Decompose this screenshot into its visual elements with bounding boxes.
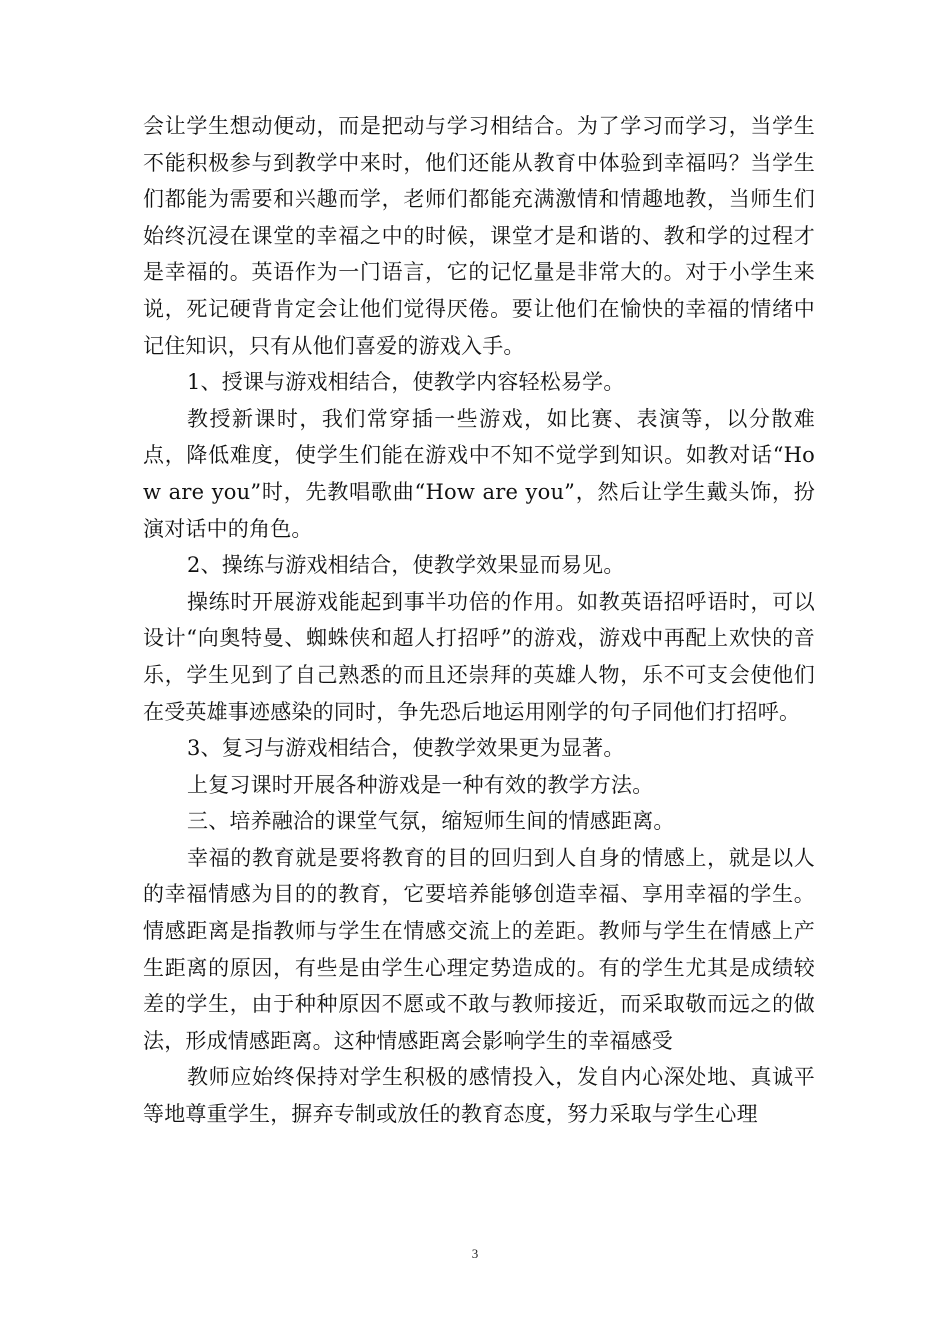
paragraph: 幸福的教育就是要将教育的目的回归到人自身的情感上，就是以人的幸福情感为目的的教育，它要培养能够创造幸福、享用幸福的学生。情感距离是指教师与学生在情感交流上的差距。教师与学生在情感上产生距离的原因，有些是由学生心理定势造成的。有的学生尤其是成绩较差的学生，由于种种原因不愿或不敢与教师接近，而采取敬而远之的做法，形成情感距离。这种情感距离会影响学生的幸福感受 (143, 845, 815, 1053)
paragraph-heading-3: 3、复习与游戏相结合，使教学效果更为显著。 (187, 736, 625, 761)
document-body (143, 108, 815, 1133)
paragraph-heading-1: 1、授课与游戏相结合，使教学内容轻松易学。 (187, 370, 625, 395)
paragraph: 教授新课时，我们常穿插一些游戏，如比赛、表演等，以分散难点，降低难度，使学生们能在游戏中不知不觉学到知识。如教对话“How are you”时，先教唱歌曲“How are you”，然后让学生戴头饰，扮演对话中的角色。 (143, 406, 815, 541)
paragraph: 上复习课时开展各种游戏是一种有效的教学方法。 (187, 772, 654, 797)
paragraph-continuation: 会让学生想动便动，而是把动与学习相结合。为了学习而学习，当学生不能积极参与到教学中来时，他们还能从教育中体验到幸福吗？当学生们都能为需要和兴趣而学，老师们都能充满激情和情趣地教，当师生们始终沉浸在课堂的幸福之中的时候，课堂才是和谐的、教和学的过程才是幸福的。英语作为一门语言，它的记忆量是非常大的。对于小学生来说，死记硬背肯定会让他们觉得厌倦。要让他们在愉快的幸福的情绪中记住知识，只有从他们喜爱的游戏入手。 (143, 114, 815, 358)
paragraph: 教师应始终保持对学生积极的感情投入，发自内心深处地、真诚平等地尊重学生，摒弃专制或放任的教育态度，努力采取与学生心理 (143, 1065, 815, 1127)
paragraph: 操练时开展游戏能起到事半功倍的作用。如教英语招呼语时，可以设计“向奥特曼、蜘蛛侠和超人打招呼”的游戏，游戏中再配上欢快的音乐，学生见到了自己熟悉的而且还崇拜的英雄人物，乐不可支会使他们在受英雄事迹感染的同时，争先恐后地运用刚学的句子同他们打招呼。 (143, 589, 815, 724)
paragraph-heading-2: 2、操练与游戏相结合，使教学效果显而易见。 (187, 553, 625, 578)
section-heading: 三、培养融洽的课堂气氛，缩短师生间的情感距离。 (187, 809, 675, 834)
page-number: 3 (471, 1246, 479, 1261)
